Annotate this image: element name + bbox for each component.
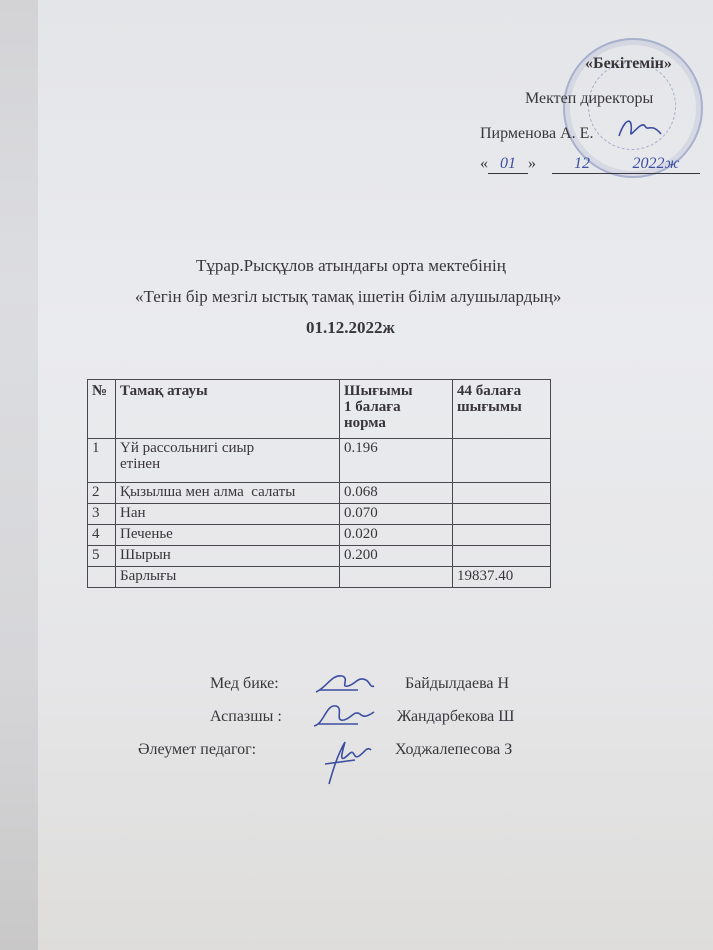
title-line-2: «Тегін бір мезгіл ыстық тамақ ішетін білім алушылардың» xyxy=(135,287,562,306)
row-dish-name: Шырын xyxy=(116,546,340,567)
summary-norm xyxy=(340,567,453,588)
header-number: № xyxy=(88,380,116,439)
signature-name-cook: Жандарбекова Ш xyxy=(397,708,515,725)
row-dish-name: Нан xyxy=(116,504,340,525)
title-line-1: Тұрар.Рысқұлов атындағы орта мектебінің xyxy=(196,256,506,275)
table-row xyxy=(88,483,551,504)
row-dish-name: Үй рассольнигі сиыр етінен xyxy=(116,439,340,483)
summary-total: 19837.40 xyxy=(453,567,551,588)
row-number: 2 xyxy=(88,483,116,504)
table-row xyxy=(88,439,551,483)
social-pedagogue-signature xyxy=(315,730,375,788)
table-row xyxy=(88,504,551,525)
row-total xyxy=(453,546,551,567)
signature-name-social-pedagogue: Ходжалепесова З xyxy=(395,741,513,758)
table-row xyxy=(88,525,551,546)
table-header-row xyxy=(88,380,551,439)
row-dish-name: Қызылша мен алма салаты xyxy=(116,483,340,504)
row-total xyxy=(453,525,551,546)
signature-name-nurse: Байдылдаева Н xyxy=(405,675,510,692)
row-norm: 0.196 xyxy=(340,439,453,483)
header-dish-name: Тамақ атауы xyxy=(116,380,340,439)
date-year: 2022ж xyxy=(612,155,700,174)
date-close-quote: » xyxy=(528,155,536,172)
approval-name: Пирменова А. Е. xyxy=(480,125,594,142)
signature-role-social-pedagogue: Әлеумет педагог: xyxy=(138,741,257,758)
row-number: 1 xyxy=(88,439,116,483)
date-month: 12 xyxy=(552,155,612,174)
table-summary-row xyxy=(88,567,551,588)
director-signature xyxy=(615,112,665,144)
approval-position: Мектеп директоры xyxy=(525,90,654,107)
row-dish-name: Печенье xyxy=(116,525,340,546)
row-norm: 0.200 xyxy=(340,546,453,567)
table-row xyxy=(88,546,551,567)
date-day: 01 xyxy=(488,155,528,174)
summary-label: Барлығы xyxy=(116,567,340,588)
row-number: 5 xyxy=(88,546,116,567)
approval-heading: «Бекітемін» xyxy=(585,55,672,72)
row-total xyxy=(453,439,551,483)
title-date: 01.12.2022ж xyxy=(306,318,395,337)
date-open-quote: « xyxy=(480,155,488,172)
row-norm: 0.070 xyxy=(340,504,453,525)
row-number: 4 xyxy=(88,525,116,546)
cook-signature xyxy=(308,698,378,734)
meal-table xyxy=(87,379,551,588)
approval-date xyxy=(480,155,700,174)
row-total xyxy=(453,483,551,504)
summary-number xyxy=(88,567,116,588)
row-total xyxy=(453,504,551,525)
header-norm: Шығымы 1 балаға норма xyxy=(340,380,453,439)
signature-role-nurse: Мед бике: xyxy=(210,675,279,692)
nurse-signature xyxy=(312,666,376,700)
signature-role-cook: Аспазшы : xyxy=(210,708,282,725)
row-number: 3 xyxy=(88,504,116,525)
row-norm: 0.020 xyxy=(340,525,453,546)
header-total: 44 балаға шығымы xyxy=(453,380,551,439)
row-norm: 0.068 xyxy=(340,483,453,504)
